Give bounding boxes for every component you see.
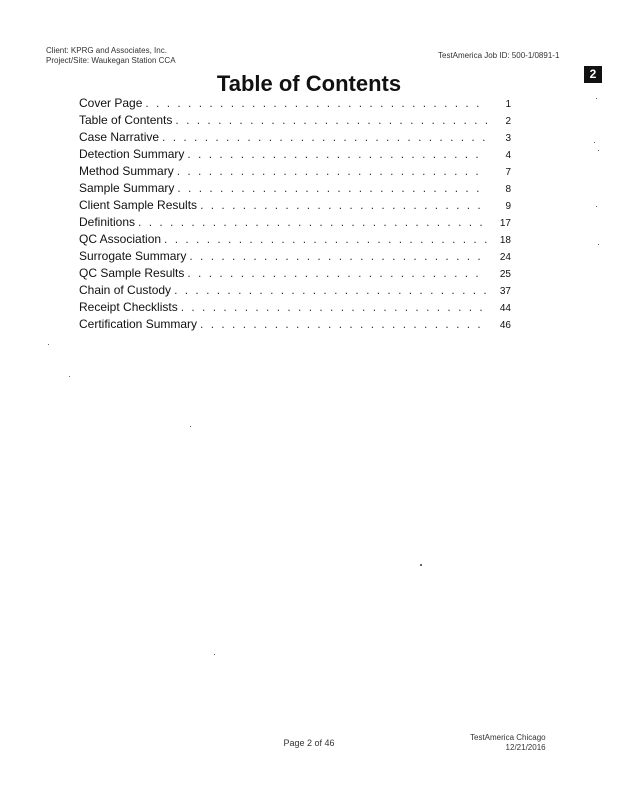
toc-entry-label: Method Summary bbox=[79, 164, 174, 178]
toc-entry-page: 4 bbox=[505, 150, 511, 161]
toc-leader-dots bbox=[200, 197, 487, 214]
toc-entry-page: 18 bbox=[499, 235, 511, 246]
toc-entry-page: 1 bbox=[505, 99, 511, 110]
toc-entry[interactable] bbox=[79, 112, 511, 129]
toc-leader-dots bbox=[177, 163, 487, 180]
toc-entry-page: 25 bbox=[499, 269, 511, 280]
toc-entry[interactable] bbox=[79, 146, 511, 163]
toc-entry[interactable] bbox=[79, 299, 511, 316]
toc-entry-label: Client Sample Results bbox=[79, 198, 198, 212]
toc-entry-label: Case Narrative bbox=[79, 130, 160, 144]
toc-entry-label: Table of Contents bbox=[79, 113, 173, 127]
toc-entry[interactable] bbox=[79, 231, 511, 248]
scan-speck bbox=[598, 150, 599, 151]
toc-entry-page: 9 bbox=[505, 201, 511, 212]
toc-entry-label: Chain of Custody bbox=[79, 283, 172, 297]
toc-entry-page: 37 bbox=[499, 286, 511, 297]
toc-entry-page: 8 bbox=[505, 184, 511, 195]
scan-speck bbox=[48, 344, 49, 345]
toc-entry[interactable] bbox=[79, 316, 511, 333]
toc-entry-label: QC Sample Results bbox=[79, 266, 185, 280]
toc-entry-page: 17 bbox=[499, 218, 511, 229]
toc-entry[interactable] bbox=[79, 180, 511, 197]
lab-name: TestAmerica Chicago bbox=[470, 733, 546, 742]
toc-leader-dots bbox=[189, 248, 487, 265]
toc-entry-label: Receipt Checklists bbox=[79, 300, 178, 314]
toc-entry-page: 46 bbox=[499, 320, 511, 331]
toc-entry[interactable] bbox=[79, 163, 511, 180]
scan-speck bbox=[596, 98, 597, 99]
toc-entry-page: 2 bbox=[505, 116, 511, 127]
toc-leader-dots bbox=[187, 146, 487, 163]
scan-speck bbox=[214, 654, 215, 655]
scan-speck bbox=[69, 376, 70, 377]
page-number: Page 2 of 46 bbox=[283, 738, 335, 748]
toc-entry-label: QC Association bbox=[79, 232, 162, 246]
scan-speck bbox=[594, 142, 595, 143]
toc-leader-dots bbox=[175, 112, 487, 129]
job-id: TestAmerica Job ID: 500-1/0891-1 bbox=[438, 51, 560, 60]
report-date: 12/21/2016 bbox=[505, 743, 546, 752]
page-title: Table of Contents bbox=[216, 71, 402, 96]
toc-entry[interactable] bbox=[79, 129, 511, 146]
header-client-info bbox=[46, 46, 176, 66]
project-site: Project/Site: Waukegan Station CCA bbox=[46, 56, 176, 65]
scan-speck bbox=[190, 426, 191, 427]
scan-speck bbox=[598, 244, 599, 245]
toc-leader-dots bbox=[162, 129, 487, 146]
toc-leader-dots bbox=[177, 180, 487, 197]
toc-entry-page: 44 bbox=[499, 303, 511, 314]
toc-entry-label: Cover Page bbox=[79, 96, 143, 110]
toc-entry-page: 24 bbox=[499, 252, 511, 263]
toc-leader-dots bbox=[164, 231, 487, 248]
toc-entry[interactable] bbox=[79, 197, 511, 214]
section-tab-badge: 2 bbox=[584, 66, 602, 83]
toc-entry-label: Surrogate Summary bbox=[79, 249, 187, 263]
toc-entry-page: 7 bbox=[505, 167, 511, 178]
toc-leader-dots bbox=[138, 214, 487, 231]
footer-lab-info bbox=[470, 733, 546, 753]
toc-entry-label: Sample Summary bbox=[79, 181, 175, 195]
toc-leader-dots bbox=[187, 265, 487, 282]
toc-entry[interactable] bbox=[79, 214, 511, 231]
scan-speck bbox=[420, 564, 422, 566]
table-of-contents bbox=[79, 95, 511, 333]
toc-entry[interactable] bbox=[79, 248, 511, 265]
toc-entry-page: 3 bbox=[505, 133, 511, 144]
toc-entry[interactable] bbox=[79, 95, 511, 112]
toc-leader-dots bbox=[174, 282, 487, 299]
scan-speck bbox=[596, 206, 597, 207]
toc-entry[interactable] bbox=[79, 282, 511, 299]
toc-entry[interactable] bbox=[79, 265, 511, 282]
toc-leader-dots bbox=[181, 299, 487, 316]
toc-entry-label: Definitions bbox=[79, 215, 136, 229]
toc-leader-dots bbox=[200, 316, 487, 333]
toc-leader-dots bbox=[145, 95, 487, 112]
toc-entry-label: Certification Summary bbox=[79, 317, 198, 331]
toc-entry-label: Detection Summary bbox=[79, 147, 185, 161]
client-name: Client: KPRG and Associates, Inc. bbox=[46, 46, 167, 55]
